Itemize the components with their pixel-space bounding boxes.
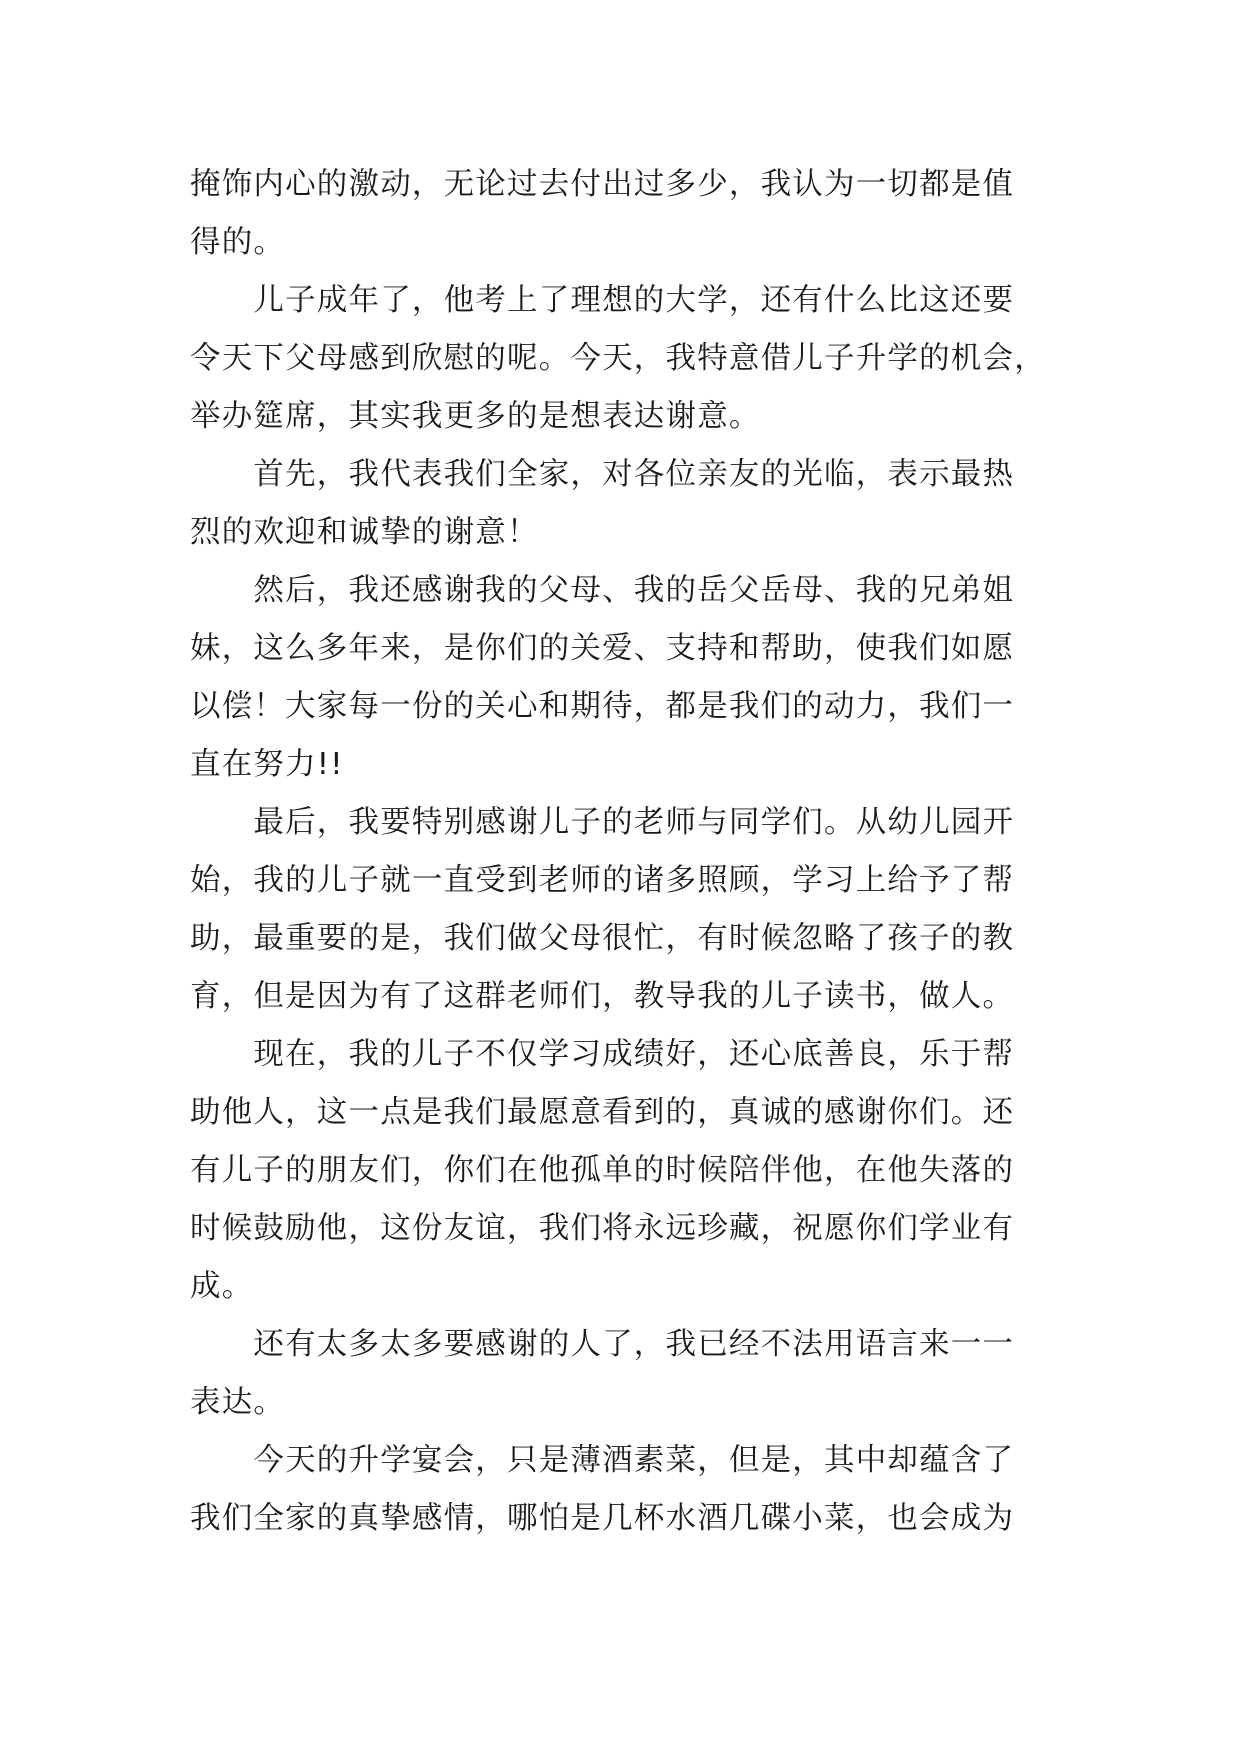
text-line: 始，我的儿子就一直受到老师的诸多照顾，学习上给予了帮 [190,863,1015,898]
text-line: 今天的升学宴会，只是薄酒素菜，但是，其中却蕴含了 [190,1443,1015,1478]
text-line: 时候鼓励他，这份友谊，我们将永远珍藏，祝愿你们学业有 [190,1211,1015,1246]
text-line: 儿子成年了，他考上了理想的大学，还有什么比这还要 [190,283,1015,318]
text-line: 得的。 [190,225,286,260]
text-line: 助他人，这一点是我们最愿意看到的，真诚的感谢你们。还 [190,1095,1015,1130]
text-line: 成。 [190,1269,254,1304]
text-line: 妹，这么多年来，是你们的关爱、支持和帮助，使我们如愿 [190,631,1015,666]
text-line: 首先，我代表我们全家，对各位亲友的光临，表示最热 [190,457,1015,492]
text-line: 直在努力!! [190,747,344,782]
text-line: 以偿！大家每一份的关心和期待，都是我们的动力，我们一 [190,689,1015,724]
text-line: 还有太多太多要感谢的人了，我已经不法用语言来一一 [190,1327,1015,1362]
text-line: 表达。 [190,1385,286,1420]
text-line: 掩饰内心的激动，无论过去付出过多少，我认为一切都是值 [190,167,1015,202]
text-line: 助，最重要的是，我们做父母很忙，有时候忽略了孩子的教 [190,921,1015,956]
text-line: 然后，我还感谢我的父母、我的岳父岳母、我的兄弟姐 [190,573,1015,608]
text-line: 令天下父母感到欣慰的呢。今天，我特意借儿子升学的机会， [190,341,1046,376]
text-line: 现在，我的儿子不仅学习成绩好，还心底善良，乐于帮 [190,1037,1015,1072]
text-line: 最后，我要特别感谢儿子的老师与同学们。从幼儿园开 [190,805,1015,840]
text-line: 有儿子的朋友们，你们在他孤单的时候陪伴他，在他失落的 [190,1153,1015,1188]
text-line: 育，但是因为有了这群老师们，教导我的儿子读书，做人。 [190,979,1015,1014]
text-line: 我们全家的真挚感情，哪怕是几杯水酒几碟小菜，也会成为 [190,1501,1015,1536]
text-line: 烈的欢迎和诚挚的谢意！ [190,515,539,550]
text-line: 举办筵席，其实我更多的是想表达谢意。 [190,399,761,434]
